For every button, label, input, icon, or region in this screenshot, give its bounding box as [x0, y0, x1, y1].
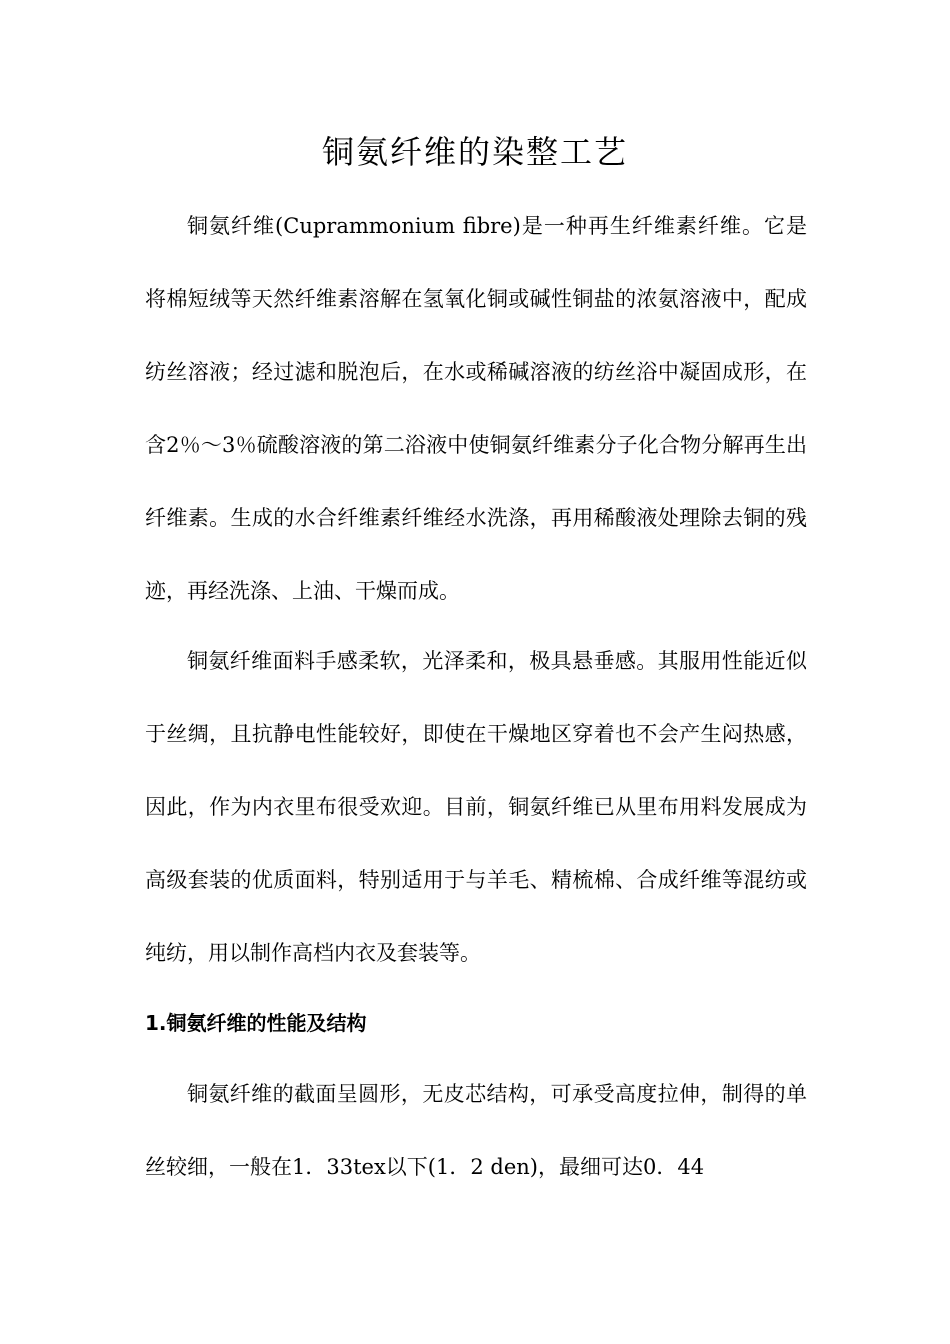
section-heading: 1.铜氨纤维的性能及结构 [145, 1011, 367, 1035]
paragraph-container [145, 190, 807, 628]
paragraph-properties: 铜氨纤维面料手感柔软，光泽柔和，极具悬垂感。其服用性能近似于丝绸，且抗静电性能较好，即使在干燥地区穿着也不会产生闷热感，因此，作为内衣里布很受欢迎。目前，铜氨纤维已从里布用料发展成为高级套装的优质面料，特别适用于与羊毛、精梳棉、合成纤维等混纺或纯纺，用以制作高档内衣及套装等。 [145, 649, 807, 965]
paragraph-container [145, 625, 807, 990]
document-title: 铜氨纤维的染整工艺 [321, 133, 628, 171]
paragraph-container [145, 1058, 807, 1204]
paragraph-structure: 铜氨纤维的截面呈圆形，无皮芯结构，可承受高度拉伸，制得的单丝较细，一般在1．33tex以下(1．2 den)，最细可达0．44 [145, 1082, 807, 1179]
paragraph-intro: 铜氨纤维(Cuprammonium fibre)是一种再生纤维素纤维。它是将棉短绒等天然纤维素溶解在氢氧化铜或碱性铜盐的浓氨溶液中，配成纺丝溶液；经过滤和脱泡后，在水或稀碱溶液的纺丝浴中凝固成形，在含2％～3％硫酸溶液的第二浴液中使铜氨纤维素分子化合物分解再生出纤维素。生成的水合纤维素纤维经水洗涤，再用稀酸液处理除去铜的残迹，再经洗涤、上油、干燥而成。 [145, 214, 807, 603]
